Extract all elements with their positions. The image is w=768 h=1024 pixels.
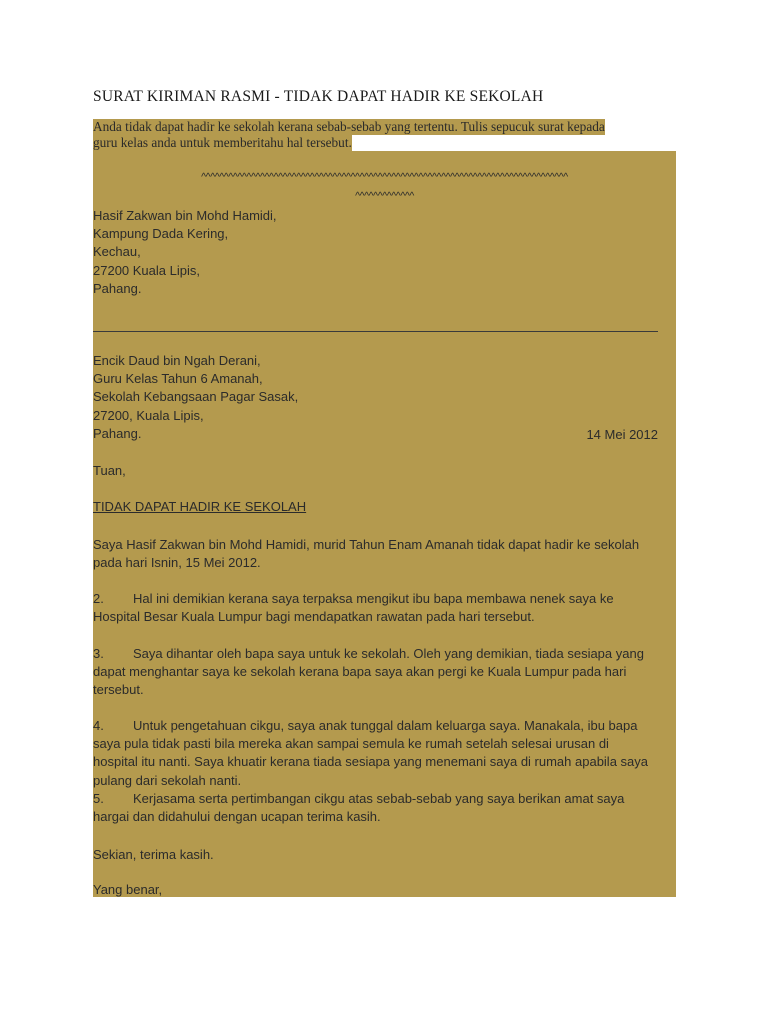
- recipient-line: Pahang.: [93, 425, 142, 441]
- task-instruction: [93, 119, 605, 151]
- paragraph-number: 5.: [93, 791, 104, 806]
- letter-date: 14 Mei 2012: [586, 427, 658, 442]
- sender-line: Kechau,: [93, 244, 141, 260]
- salutation: Tuan,: [93, 463, 126, 478]
- sender-line: Pahang.: [93, 280, 142, 296]
- sender-line: Hasif Zakwan bin Mohd Hamidi,: [93, 208, 277, 223]
- paragraph-line: [93, 645, 676, 663]
- paragraph-number: 3.: [93, 646, 104, 661]
- paragraph-2: [93, 590, 676, 626]
- recipient-line: Encik Daud bin Ngah Derani,: [93, 353, 261, 368]
- paragraph-text: Saya dihantar oleh bapa saya untuk ke sekolah. Oleh yang demikian, tiada sesiapa yang: [133, 646, 644, 661]
- paragraph-line: hargai dan didahului dengan ucapan terima kasih.: [93, 809, 381, 825]
- paragraph-line: [93, 590, 676, 608]
- caret-divider: [93, 168, 676, 206]
- instruction-line-1: Anda tidak dapat hadir ke sekolah kerana sebab-sebab yang tertentu. Tulis sepucuk surat kepada: [93, 119, 605, 134]
- sender-address: [93, 207, 676, 298]
- paragraph-4: [93, 717, 676, 790]
- paragraph-line: pada hari Isnin, 15 Mei 2012.: [93, 555, 261, 571]
- sender-line: Kampung Dada Kering,: [93, 226, 229, 242]
- paragraph-text: Hal ini demikian kerana saya terpaksa mengikut ibu bapa membawa nenek saya ke: [133, 591, 614, 606]
- paragraph-line: dapat menghantar saya ke sekolah kerana bapa saya akan pergi ke Kuala Lumpur pada hari: [93, 664, 627, 680]
- letter-subject: TIDAK DAPAT HADIR KE SEKOLAH: [93, 499, 307, 514]
- closing-signoff: Yang benar,: [93, 882, 163, 897]
- paragraph-text: Kerjasama serta pertimbangan cikgu atas sebab-sebab yang saya berikan amat saya: [133, 791, 625, 806]
- address-divider: [93, 331, 658, 332]
- instruction-line-2: guru kelas anda untuk memberitahu hal tersebut.: [93, 135, 352, 150]
- closing-thanks: Sekian, terima kasih.: [93, 847, 214, 862]
- caret-line-2: ^^^^^^^^^^^^^: [355, 190, 414, 202]
- recipient-line: Guru Kelas Tahun 6 Amanah,: [93, 371, 263, 387]
- paragraph-line: [93, 790, 676, 808]
- paragraph-line: pulang dari sekolah nanti.: [93, 772, 242, 788]
- paragraph-line: saya pula tidak pasti bila mereka akan sampai semula ke rumah setelah selesai urusan di: [93, 736, 609, 752]
- paragraph-line: Saya Hasif Zakwan bin Mohd Hamidi, murid Tahun Enam Amanah tidak dapat hadir ke sekolah: [93, 537, 640, 552]
- paragraph-5: [93, 790, 676, 826]
- paragraph-line: tersebut.: [93, 682, 144, 698]
- caret-line-1: ^^^^^^^^^^^^^^^^^^^^^^^^^^^^^^^^^^^^^^^^^^^^^^^^^^^^^^^^^^^^^^^^^^^^^^^^^^^^^^^^^: [201, 171, 568, 183]
- paragraph-line: [93, 717, 676, 735]
- paragraph-number: 4.: [93, 718, 104, 733]
- paragraph-line: hospital itu nanti. Saya khuatir kerana tiada sesiapa yang menemani saya di rumah apabila saya: [93, 754, 649, 770]
- sender-line: 27200 Kuala Lipis,: [93, 262, 200, 278]
- document-title: SURAT KIRIMAN RASMI - TIDAK DAPAT HADIR KE SEKOLAH: [93, 88, 544, 105]
- recipient-line: 27200, Kuala Lipis,: [93, 407, 204, 423]
- paragraph-text: Untuk pengetahuan cikgu, saya anak tunggal dalam keluarga saya. Manakala, ibu bapa: [133, 718, 638, 733]
- paragraph-1: [93, 536, 676, 572]
- paragraph-line: Hospital Besar Kuala Lumpur bagi mendapatkan rawatan pada hari tersebut.: [93, 609, 535, 625]
- paragraph-number: 2.: [93, 591, 104, 606]
- recipient-line: Sekolah Kebangsaan Pagar Sasak,: [93, 389, 299, 405]
- paragraph-3: [93, 645, 676, 700]
